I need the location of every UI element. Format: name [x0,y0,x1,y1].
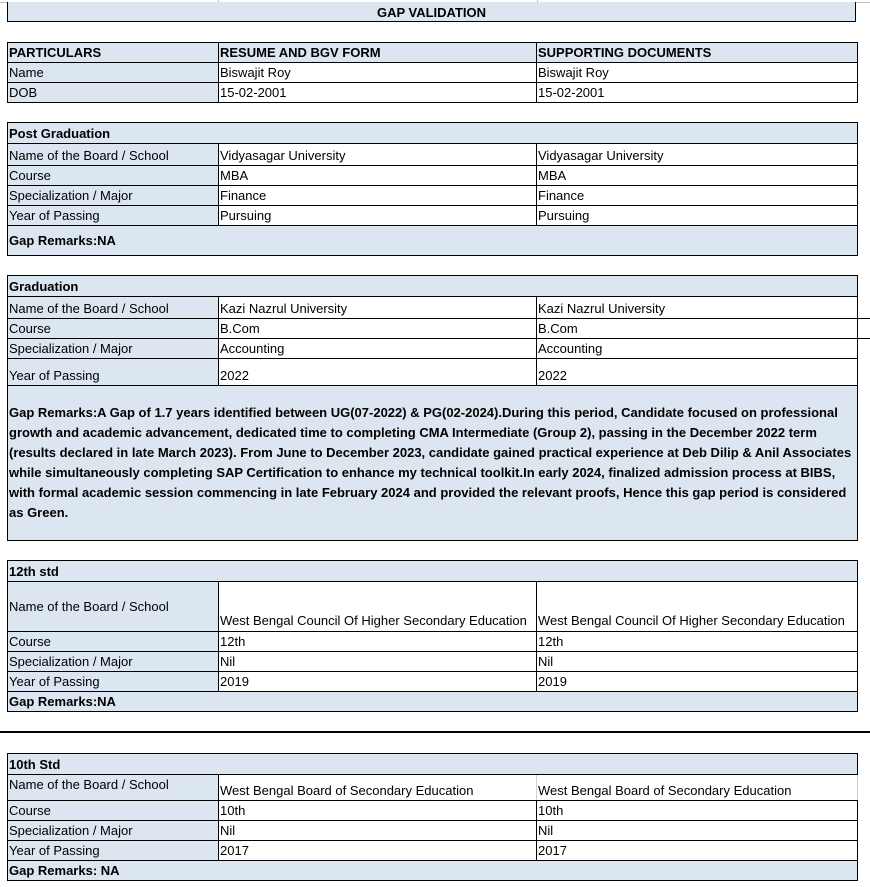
docs-value[interactable]: Vidyasagar University [537,144,858,166]
docs-value[interactable]: Accounting [537,339,858,359]
resume-value[interactable]: 2022 [219,359,537,386]
row-label[interactable]: Specialization / Major [8,339,219,359]
resume-value[interactable]: 10th [219,801,537,821]
gap-remarks-row [8,692,858,712]
section-header-row [8,276,858,297]
docs-value[interactable]: Kazi Nazrul University [537,297,858,319]
table-header-row [8,43,858,63]
row-label[interactable]: Specialization / Major [8,186,219,206]
table-row [8,166,858,186]
docs-value[interactable]: 2019 [537,672,858,692]
docs-value[interactable]: Nil [537,821,858,841]
row-label[interactable]: Specialization / Major [8,652,219,672]
row-label[interactable]: Name of the Board / School [8,582,219,632]
docs-value[interactable]: 2022 [537,359,858,386]
table-row [8,206,858,226]
docs-value[interactable]: B.Com [537,319,858,339]
docs-value[interactable]: West Bengal Board of Secondary Education [537,775,858,801]
docs-value[interactable]: MBA [537,166,858,186]
table-row [8,186,858,206]
docs-value[interactable]: 10th [537,801,858,821]
table-row [8,63,858,83]
gap-remarks-row [8,386,858,541]
docs-value[interactable]: Pursuing [537,206,858,226]
section-graduation [7,275,858,541]
docs-value[interactable]: 12th [537,632,858,652]
table-row [8,319,858,339]
column-header-particulars[interactable]: PARTICULARS [8,43,219,63]
gap-remarks-row [8,861,858,881]
resume-value[interactable]: Pursuing [219,206,537,226]
resume-value[interactable]: Nil [219,652,537,672]
particulars-table [7,42,858,103]
cell-border-overflow [857,318,870,319]
resume-value[interactable]: Accounting [219,339,537,359]
docs-value[interactable]: 2017 [537,841,858,861]
table-row [8,775,858,801]
column-header-resume[interactable]: RESUME AND BGV FORM [219,43,537,63]
table-row [8,339,858,359]
row-label[interactable]: Course [8,801,219,821]
table-row [8,297,858,319]
docs-value[interactable]: Finance [537,186,858,206]
table-row [8,83,858,103]
resume-value[interactable]: 15-02-2001 [219,83,537,103]
section-header-row [8,123,858,144]
row-label[interactable]: DOB [8,83,219,103]
table-row [8,672,858,692]
section-header-row [8,561,858,582]
resume-value[interactable]: Nil [219,821,537,841]
docs-value[interactable]: Biswajit Roy [537,63,858,83]
section-post-graduation [7,122,858,256]
resume-value[interactable]: 2017 [219,841,537,861]
table-row [8,652,858,672]
page-title: GAP VALIDATION [7,2,856,22]
table-row [8,821,858,841]
gap-remarks[interactable]: Gap Remarks:NA [8,692,858,712]
gap-remarks[interactable]: Gap Remarks:A Gap of 1.7 years identified between UG(07-2022) & PG(02-2024).During this period, Candidate focused on professional growth and academic advancement, dedicated time to completing CMA Intermediate (Group 2), passing in the December 2022 term (results declared in late March 2023). From June to December 2023, candidate gained practical experience at Deb Dilip & Anil Associates while simultaneously completing SAP Certification to enhance my technical toolkit.In early 2024, finalized admission process at BIBS, with formal academic session commencing in late February 2024 and provided the relevant proofs, Hence this gap period is considered as Green. [8,386,858,541]
table-row [8,144,858,166]
section-title[interactable]: 12th std [8,561,858,582]
row-label[interactable]: Name of the Board / School [8,297,219,319]
row-label[interactable]: Specialization / Major [8,821,219,841]
page-divider [0,731,870,733]
gap-remarks[interactable]: Gap Remarks: NA [8,861,858,881]
row-label[interactable]: Name of the Board / School [8,144,219,166]
resume-value[interactable]: West Bengal Council Of Higher Secondary Education [219,582,537,632]
table-row [8,632,858,652]
section-header-row [8,754,858,775]
docs-value[interactable]: Nil [537,652,858,672]
row-label[interactable]: Year of Passing [8,672,219,692]
table-row [8,841,858,861]
resume-value[interactable]: 12th [219,632,537,652]
resume-value[interactable]: West Bengal Board of Secondary Education [219,775,537,801]
row-label[interactable]: Name [8,63,219,83]
row-label[interactable]: Year of Passing [8,841,219,861]
resume-value[interactable]: Biswajit Roy [219,63,537,83]
section-12th-std [7,560,858,712]
section-10th-std [7,753,858,881]
row-label[interactable]: Course [8,166,219,186]
column-header-supporting-docs[interactable]: SUPPORTING DOCUMENTS [537,43,858,63]
resume-value[interactable]: Finance [219,186,537,206]
row-label[interactable]: Year of Passing [8,359,219,386]
table-row [8,359,858,386]
row-label[interactable]: Course [8,632,219,652]
gap-remarks[interactable]: Gap Remarks:NA [8,226,858,256]
table-row [8,582,858,632]
resume-value[interactable]: Kazi Nazrul University [219,297,537,319]
section-title[interactable]: 10th Std [8,754,858,775]
row-label[interactable]: Year of Passing [8,206,219,226]
resume-value[interactable]: Vidyasagar University [219,144,537,166]
resume-value[interactable]: MBA [219,166,537,186]
section-title[interactable]: Graduation [8,276,858,297]
cell-border-overflow [857,338,870,339]
gap-remarks-row [8,226,858,256]
resume-value[interactable]: B.Com [219,319,537,339]
section-title[interactable]: Post Graduation [8,123,858,144]
docs-value[interactable]: West Bengal Council Of Higher Secondary Education [537,582,858,632]
table-row [8,801,858,821]
row-label[interactable]: Course [8,319,219,339]
row-label[interactable]: Name of the Board / School [8,775,219,801]
docs-value[interactable]: 15-02-2001 [537,83,858,103]
resume-value[interactable]: 2019 [219,672,537,692]
